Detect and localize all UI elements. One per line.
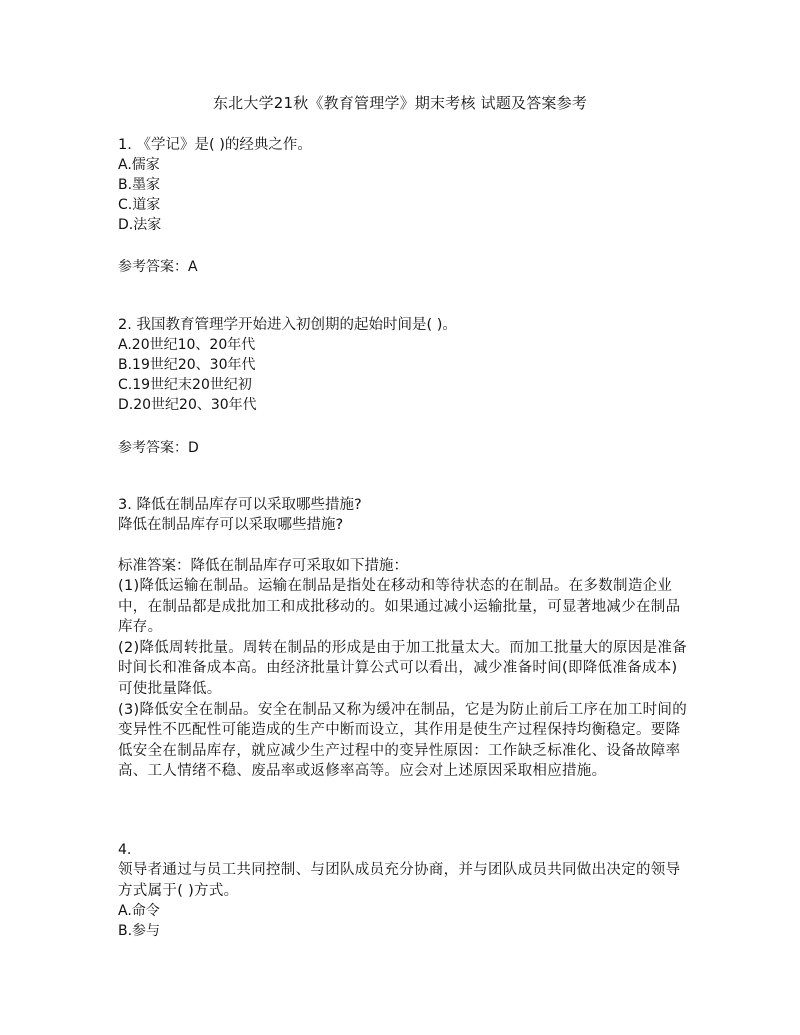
question-prompt: 3. 降低在制品库存可以采取哪些措施? — [118, 497, 362, 513]
option-b: B.19世纪20、30年代 — [118, 357, 256, 373]
answer-paragraph-3: (3)降低安全在制品。安全在制品又称为缓冲在制品，它是为防止前后工序在加工时间的变异性不匹配性可能造成的生产中断而设立，其作用是使生产过程保持均衡稳定。要降低安全在制品库存，就应减少生产过程中的变异性原因：工作缺乏标准化、设备故障率高、工人情绪不稳、废品率或返修率高等。应会对上述原因采取相应措施。 — [118, 701, 688, 780]
reference-answer: 参考答案：D — [118, 440, 199, 456]
answer-2-block — [118, 438, 698, 458]
answer-1-block — [118, 257, 698, 277]
answer-3-block — [118, 556, 698, 782]
question-prompt: 1. 《学记》是( )的经典之作。 — [118, 137, 312, 153]
option-d: D.20世纪20、30年代 — [118, 397, 257, 413]
answer-paragraph-1: (1)降低运输在制品。运输在制品是指处在移动和等待状态的在制品。在多数制造企业中，在制品都是成批加工和成批移动的。如果通过减小运输批量，可显著地减少在制品库存。 — [118, 578, 681, 636]
option-b: B.参与 — [118, 923, 161, 940]
document-title: 东北大学21秋《教育管理学》期末考核 试题及答案参考 — [212, 94, 588, 112]
option-b: B.墨家 — [118, 177, 161, 193]
question-3 — [118, 495, 698, 535]
option-a: A.儒家 — [118, 157, 160, 173]
option-d: D.法家 — [118, 217, 162, 233]
question-prompt: 2. 我国教育管理学开始进入初创期的起始时间是( )。 — [118, 317, 457, 333]
question-4 — [118, 840, 698, 941]
question-number: 4. — [118, 842, 132, 858]
option-c: C.道家 — [118, 197, 161, 213]
answer-paragraph-2: (2)降低周转批量。周转在制品的形成是由于加工批量太大。而加工批量大的原因是准备时间长和准备成本高。由经济批量计算公式可以看出，减少准备时间(即降低准备成本)可使批量降低。 — [118, 639, 688, 697]
question-2 — [118, 315, 698, 415]
option-a: A.20世纪10、20年代 — [118, 337, 256, 353]
option-a: A.命令 — [118, 903, 160, 920]
reference-answer: 参考答案：A — [118, 259, 198, 275]
question-prompt: 领导者通过与员工共同控制、与团队成员充分协商，并与团队成员共同做出决定的领导方式属于( )方式。 — [118, 862, 681, 899]
question-1 — [118, 135, 698, 235]
standard-answer-intro: 标准答案：降低在制品库存可采取如下措施： — [118, 558, 408, 574]
question-prompt-repeat: 降低在制品库存可以采取哪些措施? — [118, 517, 344, 533]
option-c: C.19世纪末20世纪初 — [118, 377, 252, 393]
